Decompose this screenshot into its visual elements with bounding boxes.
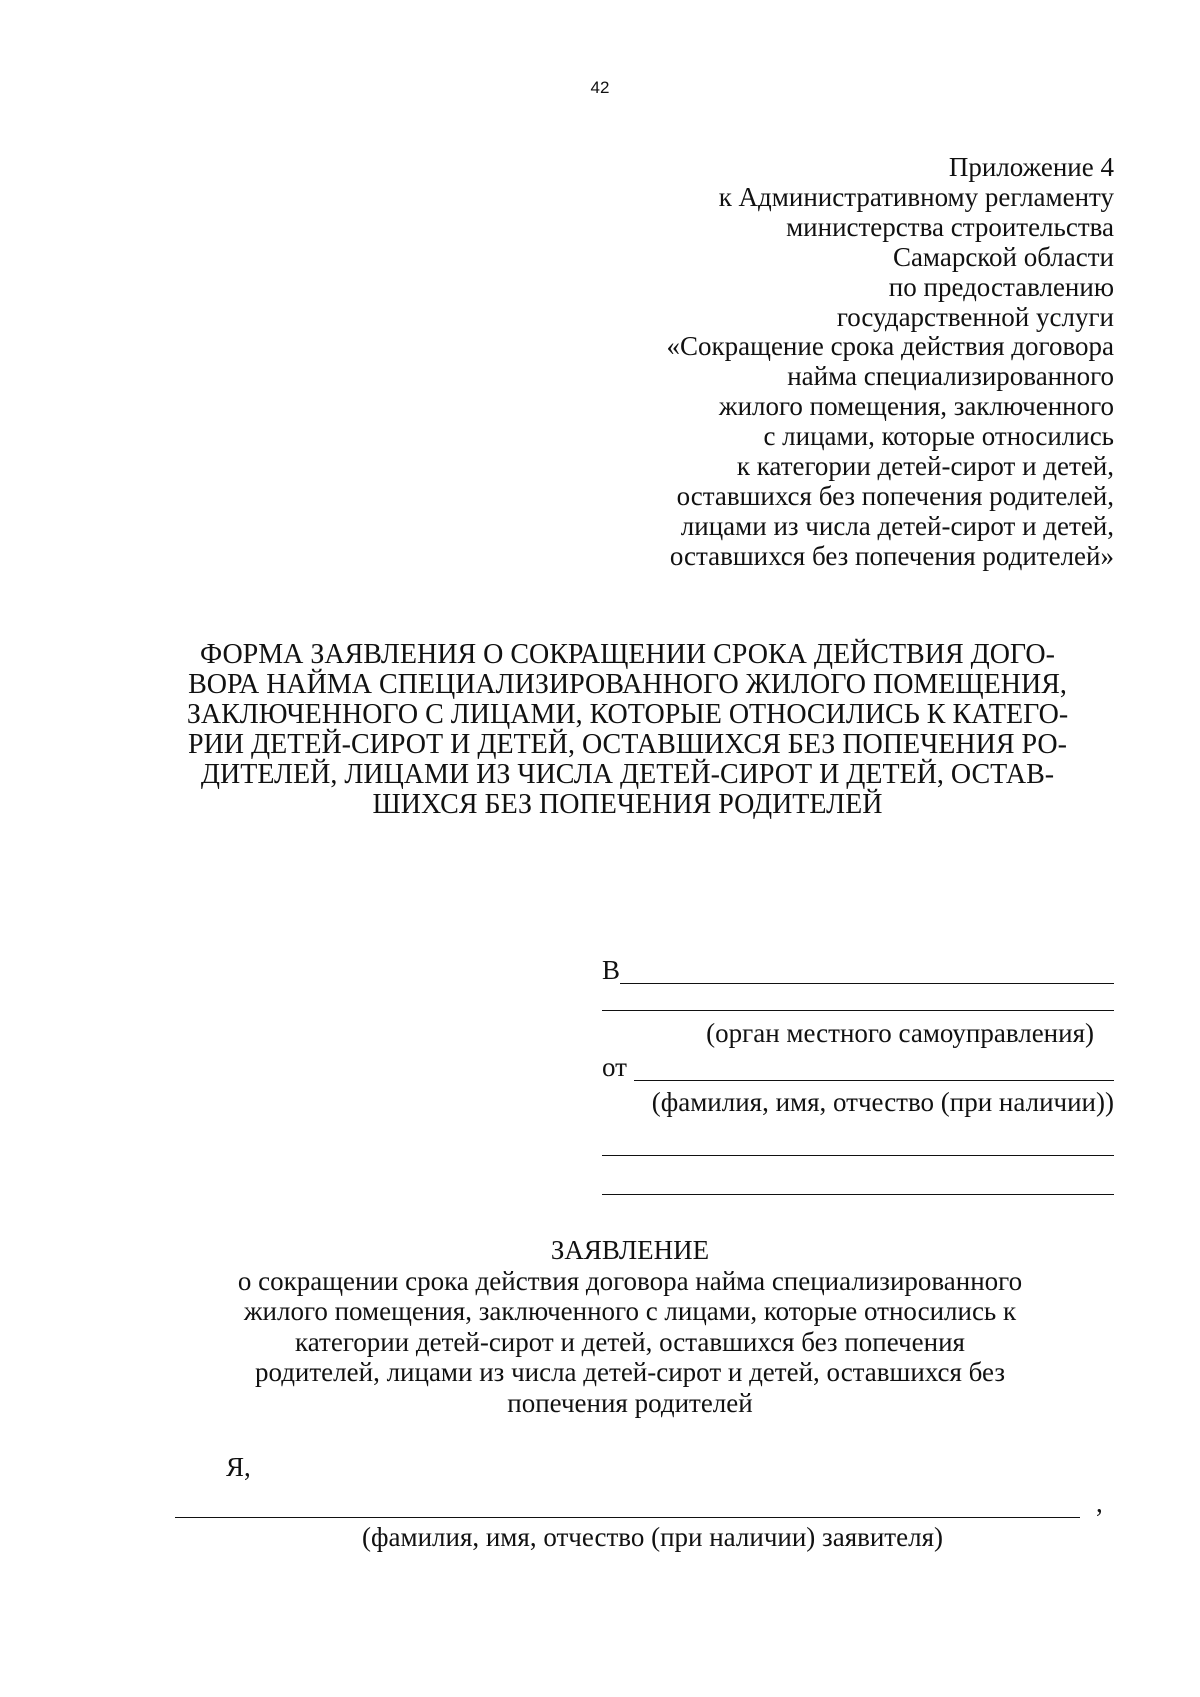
appendix-line: государственной услуги xyxy=(836,301,1114,332)
statement-subtitle-line: родителей, лицами из числа детей-сирот и детей, оставшихся без xyxy=(254,1357,1006,1387)
form-title-line: ВОРА НАЙМА СПЕЦИАЛИЗИРОВАННОГО ЖИЛОГО ПОМЕЩЕНИЯ, xyxy=(188,669,1067,700)
from-name-field[interactable] xyxy=(634,1080,1114,1081)
authority-field-line-2[interactable] xyxy=(602,1010,1114,1011)
address-field-line-2[interactable] xyxy=(602,1194,1114,1195)
applicant-name-comma: , xyxy=(1096,1488,1103,1518)
appendix-line: жилого помещения, заключенного xyxy=(718,391,1114,422)
form-title-line: ФОРМА ЗАЯВЛЕНИЯ О СОКРАЩЕНИИ СРОКА ДЕЙСТВИЯ ДОГО- xyxy=(200,639,1055,670)
appendix-line: «Сокращение срока действия договора xyxy=(666,331,1114,362)
statement-subtitle-line: жилого помещения, заключенного с лицами, которые относились к xyxy=(243,1296,1017,1326)
form-title-line: ШИХСЯ БЕЗ ПОПЕЧЕНИЯ РОДИТЕЛЕЙ xyxy=(372,789,883,820)
appendix-line: к Административному регламенту xyxy=(718,181,1114,212)
from-label: от xyxy=(602,1052,627,1082)
form-title-line: ЗАКЛЮЧЕННОГО С ЛИЦАМИ, КОТОРЫЕ ОТНОСИЛИСЬ К КАТЕГО- xyxy=(186,699,1069,730)
applicant-name-caption: (фамилия, имя, отчество (при наличии) заявителя) xyxy=(362,1522,943,1552)
from-name-caption: (фамилия, имя, отчество (при наличии)) xyxy=(651,1087,1114,1117)
appendix-line: к категории детей-сирот и детей, xyxy=(736,451,1114,482)
form-title-line: ДИТЕЛЕЙ, ЛИЦАМИ ИЗ ЧИСЛА ДЕТЕЙ-СИРОТ И ДЕТЕЙ, ОСТАВ- xyxy=(200,759,1055,790)
form-title-line: РИИ ДЕТЕЙ-СИРОТ И ДЕТЕЙ, ОСТАВШИХСЯ БЕЗ ПОПЕЧЕНИЯ РО- xyxy=(188,729,1067,760)
appendix-line: с лицами, которые относились xyxy=(763,421,1114,452)
statement-heading: ЗАЯВЛЕНИЕ xyxy=(550,1235,710,1265)
appendix-line: Самарской области xyxy=(892,241,1114,272)
from-row xyxy=(602,1047,1114,1081)
to-row xyxy=(602,950,1114,984)
appendix-block xyxy=(514,153,1114,572)
statement-block xyxy=(180,1235,1080,1418)
appendix-line: лицами из числа детей-сирот и детей, xyxy=(680,510,1114,541)
to-label: В xyxy=(602,955,621,985)
applicant-ya-label: Я, xyxy=(226,1452,251,1482)
statement-subtitle-line: попечения родителей xyxy=(507,1387,753,1418)
address-field-line-1[interactable] xyxy=(602,1155,1114,1156)
appendix-line: по предоставлению xyxy=(888,271,1114,302)
applicant-name-field[interactable] xyxy=(175,1517,1080,1518)
page-number: 42 xyxy=(590,78,610,97)
appendix-line: найма специализированного xyxy=(787,361,1114,392)
statement-subtitle-line: о сокращении срока действия договора найма специализированного xyxy=(237,1265,1023,1296)
appendix-line: Приложение 4 xyxy=(948,152,1114,182)
authority-caption: (орган местного самоуправления) xyxy=(706,1018,1094,1048)
appendix-line: оставшихся без попечения родителей» xyxy=(669,540,1114,571)
statement-subtitle-line: категории детей-сирот и детей, оставшихся без попечения xyxy=(295,1326,965,1357)
appendix-line: оставшихся без попечения родителей, xyxy=(676,480,1114,511)
to-authority-field[interactable] xyxy=(620,983,1114,984)
appendix-line: министерства строительства xyxy=(786,211,1114,242)
form-title xyxy=(180,640,1075,820)
